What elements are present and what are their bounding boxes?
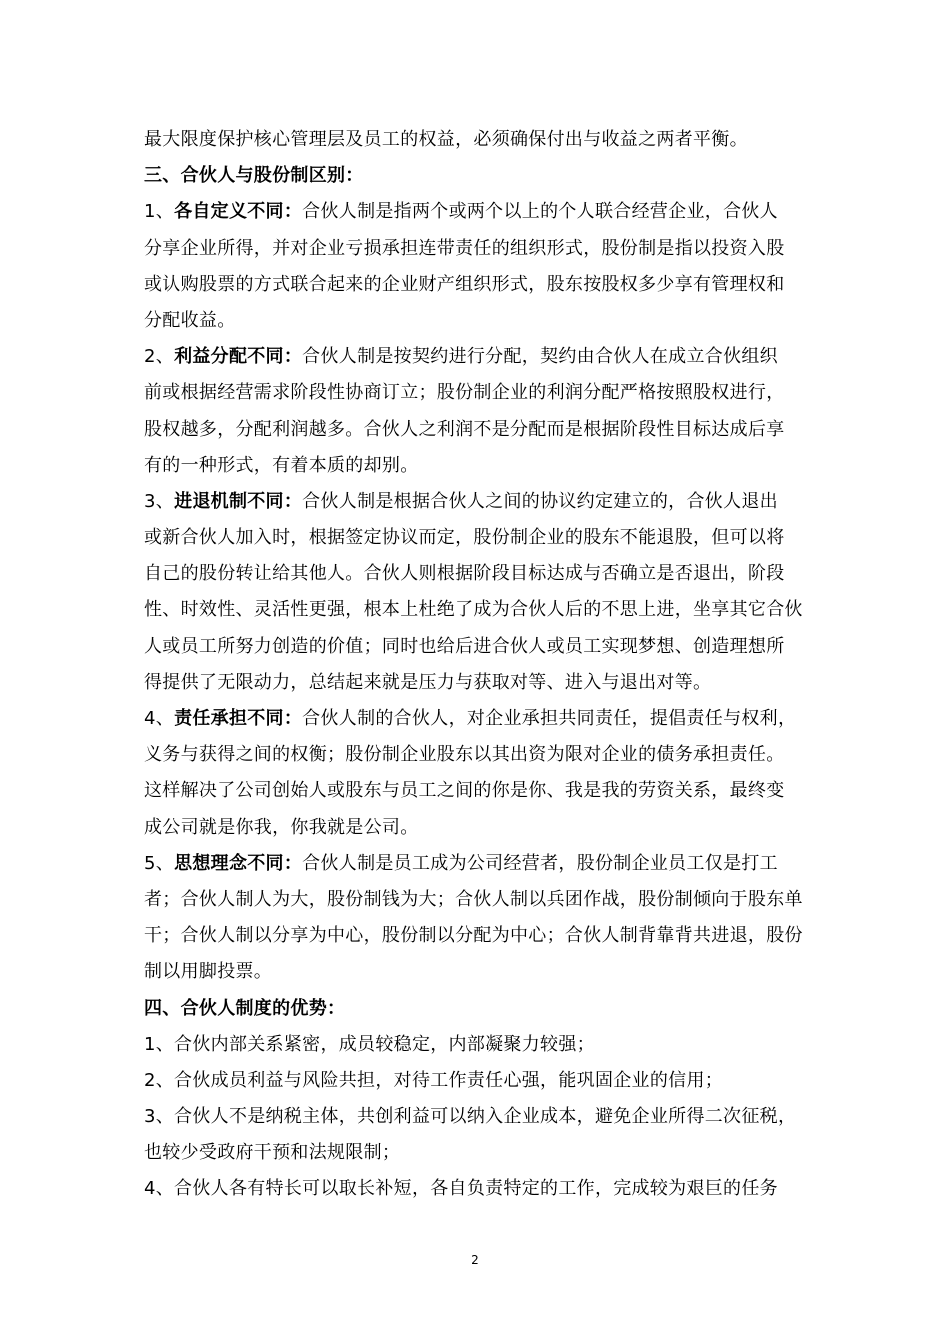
- text-line: [144, 1099, 816, 1135]
- line-text: 干；合伙人制以分享为中心，股份制以分配为中心；合伙人制背靠背共进退，股份: [144, 925, 803, 947]
- text-line: [144, 592, 816, 628]
- section-heading: [144, 158, 816, 194]
- line-text: 4、合伙人各有特长可以取长补短，各自负责特定的工作，完成较为艰巨的任务: [144, 1178, 778, 1200]
- text-line: [144, 1135, 816, 1171]
- heading-text: 四、合伙人制度的优势：: [144, 997, 346, 1019]
- section-heading: [144, 991, 816, 1027]
- text-line: [144, 484, 816, 520]
- text-line: [144, 846, 816, 882]
- line-text: 有的一种形式，有着本质的却别。: [144, 454, 419, 476]
- text-line: [144, 448, 816, 484]
- item-number: 2、: [144, 346, 175, 368]
- text-line: [144, 267, 816, 303]
- line-text: 自己的股份转让给其他人。合伙人则根据阶段目标达成与否确立是否退出，阶段: [144, 563, 785, 585]
- item-number: 5、: [144, 852, 175, 874]
- text-line: [144, 556, 816, 592]
- text-line: [144, 665, 816, 701]
- line-text: 分配收益。: [144, 309, 236, 331]
- text-line: [144, 194, 816, 230]
- text-line: [144, 954, 816, 990]
- text-line: [144, 375, 816, 411]
- text-line: [144, 1063, 816, 1099]
- line-text: 也较少受政府干预和法规限制；: [144, 1142, 401, 1164]
- line-text: 性、时效性、灵活性更强，根本上杜绝了成为合伙人后的不思上进，坐享其它合伙: [144, 599, 803, 621]
- text-line: [144, 701, 816, 737]
- text-line: [144, 1171, 816, 1207]
- text-line: [144, 339, 816, 375]
- item-title: 思想理念不同：: [174, 852, 303, 874]
- line-text: 义务与获得之间的权衡；股份制企业股东以其出资为限对企业的债务承担责任。: [144, 744, 785, 766]
- item-title: 进退机制不同：: [174, 490, 303, 512]
- text-line: [144, 810, 816, 846]
- text-line: [144, 412, 816, 448]
- text-line: [144, 629, 816, 665]
- line-text: 合伙人制是指两个或两个以上的个人联合经营企业，合伙人: [302, 201, 778, 223]
- line-text: 1、合伙内部关系紧密，成员较稳定，内部凝聚力较强；: [144, 1033, 595, 1055]
- text-line: [144, 1027, 816, 1063]
- text-line: [144, 737, 816, 773]
- line-text: 人或员工所努力创造的价值；同时也给后进合伙人或员工实现梦想、创造理想所: [144, 635, 785, 657]
- page-number: 2: [471, 1253, 479, 1267]
- item-number: 1、: [144, 201, 175, 223]
- line-text: 股权越多，分配利润越多。合伙人之利润不是分配而是根据阶段性目标达成后享: [144, 418, 785, 440]
- line-text: 制以用脚投票。: [144, 961, 273, 983]
- line-text: 前或根据经营需求阶段性协商订立；股份制企业的利润分配严格按照股权进行，: [144, 382, 785, 404]
- text-line: [144, 520, 816, 556]
- page-content: [144, 122, 816, 1208]
- line-text: 或新合伙人加入时，根据签定协议而定，股份制企业的股东不能退股，但可以将: [144, 527, 785, 549]
- line-text: 合伙人制的合伙人，对企业承担共同责任，提倡责任与权利，: [302, 708, 797, 729]
- text-line: [144, 918, 816, 954]
- item-number: 4、: [144, 708, 175, 729]
- line-text: 合伙人制是员工成为公司经营者，股份制企业员工仅是打工: [302, 852, 778, 874]
- line-text: 成公司就是你我，你我就是公司。: [144, 816, 419, 838]
- heading-text: 三、合伙人与股份制区别：: [144, 165, 364, 187]
- line-text: 2、合伙成员利益与风险共担，对待工作责任心强，能巩固企业的信用；: [144, 1069, 724, 1091]
- line-text: 合伙人制是按契约进行分配，契约由合伙人在成立合伙组织: [302, 346, 778, 368]
- line-text: 者；合伙人制人为大，股份制钱为大；合伙人制以兵团作战，股份制倾向于股东单: [144, 888, 803, 910]
- text-line: [144, 231, 816, 267]
- item-number: 3、: [144, 490, 175, 512]
- text-line: [144, 122, 816, 158]
- text-line: [144, 773, 816, 809]
- line-text: 这样解决了公司创始人或股东与员工之间的你是你、我是我的劳资关系，最终变: [144, 780, 785, 802]
- item-title: 利益分配不同：: [174, 346, 303, 368]
- item-title: 各自定义不同：: [174, 201, 303, 223]
- item-title: 责任承担不同：: [174, 708, 303, 729]
- line-text: 最大限度保护核心管理层及员工的权益，必须确保付出与收益之两者平衡。: [144, 129, 748, 150]
- text-line: [144, 303, 816, 339]
- line-text: 3、合伙人不是纳税主体，共创利益可以纳入企业成本，避免企业所得二次征税，: [144, 1106, 797, 1128]
- line-text: 或认购股票的方式联合起来的企业财产组织形式，股东按股权多少享有管理权和: [144, 273, 785, 295]
- line-text: 合伙人制是根据合伙人之间的协议约定建立的，合伙人退出: [302, 490, 778, 512]
- text-line: [144, 882, 816, 918]
- line-text: 得提供了无限动力，总结起来就是压力与获取对等、进入与退出对等。: [144, 671, 712, 693]
- line-text: 分享企业所得，并对企业亏损承担连带责任的组织形式，股份制是指以投资入股: [144, 237, 785, 259]
